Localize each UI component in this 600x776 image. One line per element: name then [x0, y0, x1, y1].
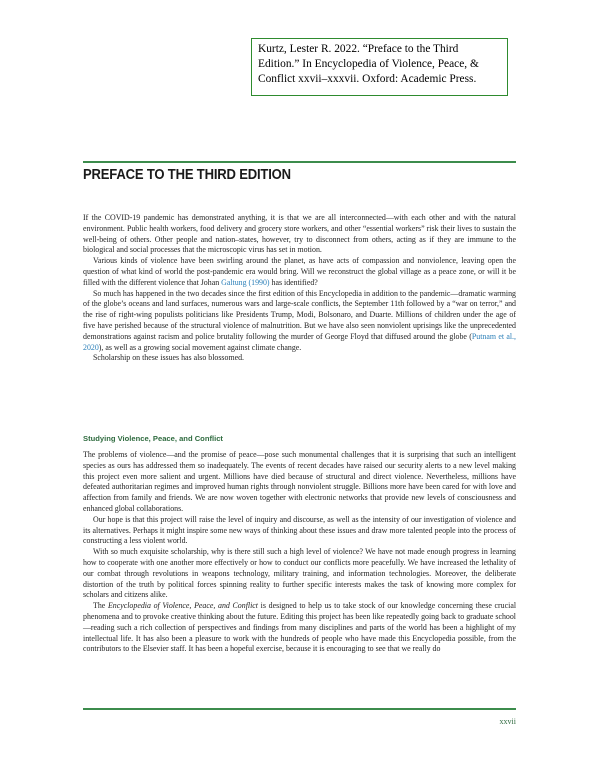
- intro-paragraph-3: So much has happened in the two decades since the first edition of this Encyclopedia in addition to the pandemic—dramatic warming of the globe’s oceans and land surfaces, numerous wars and large-scale conflicts, the September 11th followed by a “war on terror,” and the rise of right-wing populists politicians like Presidents Trump, Modi, Bolsonaro, and Duarte. Millions of children under the age of five have perished because of the structural violence of malnutrition. But we have also seen nonviolent uprisings like the unprecedented demonstrations against racism and police brutality following the murder of George Floyd that diffused around the globe (Putnam et al., 2020), as well as a growing social movement against climate change.: [83, 288, 516, 352]
- encyclopedia-title: Encyclopedia of Violence, Peace, and Conflict: [107, 601, 258, 611]
- section-heading: Studying Violence, Peace, and Conflict: [83, 434, 223, 443]
- citation-text: Kurtz, Lester R. 2022. “Preface to the Third Edition.” In Encyclopedia of Violence, Peace, & Conflict xxvii–xxxvii. Oxford: Academic Press.: [258, 43, 479, 85]
- intro-paragraph-2: Various kinds of violence have been swirling around the planet, as have acts of compassion and nonviolence, leaving open the question of what kind of world the post-pandemic era would bring. Will we reconstruct the global village as a peace zone, or will it be filled with the different violence that Johan Galtung (1990) has identified?: [83, 256, 516, 287]
- section-text: [83, 450, 516, 655]
- section-paragraph-3: With so much exquisite scholarship, why is there still such a high level of violence? We have not made enough progress in learning how to cooperate with one another more effectively or how to conduct our conflicts more peacefully. We have increased the lethality of our combat through revolutions in weapons technology, military training, and information technologies. Moreover, the deliberate distortion of the truth by political forces spinning reality to further specific interests makes the task of knowing more complex for scholars and citizens alike.: [83, 547, 516, 600]
- intro-paragraph-4: Scholarship on these issues has also blossomed.: [93, 353, 245, 363]
- page-title: PREFACE TO THE THIRD EDITION: [83, 167, 291, 183]
- putnam-reference-link[interactable]: Putnam et al., 2020: [83, 331, 516, 352]
- page-number: xxvii: [499, 717, 516, 726]
- title-rule: [83, 161, 516, 163]
- galtung-reference-link[interactable]: Galtung (1990): [221, 277, 270, 287]
- section-paragraph-1: The problems of violence—and the promise of peace—pose such monumental challenges that it is surprising that such an intelligent species as ours has addressed them so inadequately. The events of recent decades have raised our security alerts to a new level making this project even more salient and urgent. Millions have died because of structural and direct violence. Nevertheless, millions have defeated authoritarian regimes and improved human rights through nonviolent struggle. Billions more have been cared for with love and affection from family and friends. We are now woven together with electronic networks that provide new levels of consciousness and enhanced global collaborations.: [83, 450, 516, 513]
- section-paragraph-4: The Encyclopedia of Violence, Peace, and Conflict is designed to help us to take stock of our knowledge concerning these crucial phenomena and to provoke creative thinking about the future. Editing this project has been like repeatedly going back to graduate school—reading such a rich collection of perspectives and findings from many disciplines and parts of the world has been a highlight of my intellectual life. It has also been a pleasure to work with the hundreds of people who have made this Encyclopedia possible, from the contributors to the Elsevier staff. It has been a hopeful exercise, because it is encouraging to see that we really do: [83, 601, 517, 654]
- intro-text: [83, 213, 516, 364]
- footer-rule: [83, 708, 516, 710]
- intro-paragraph-1: If the COVID-19 pandemic has demonstrated anything, it is that we are all interconnected—with each other and with the natural environment. Public health workers, food delivery and grocery store workers, and other “essential workers” risk their lives to sustain the well-being of others. Other people and nation–states, however, try to disconnect from others, acting as if they are immune to the biological and social processes that the microscopic virus has set in motion.: [83, 213, 516, 255]
- citation-box: [251, 38, 508, 96]
- section-paragraph-2: Our hope is that this project will raise the level of inquiry and discourse, as well as the intensity of our investigation of violence and its alternatives. Perhaps it might inspire some new ways of thinking about these issues and draw more talented people into the process of constructing a less violent world.: [83, 514, 516, 546]
